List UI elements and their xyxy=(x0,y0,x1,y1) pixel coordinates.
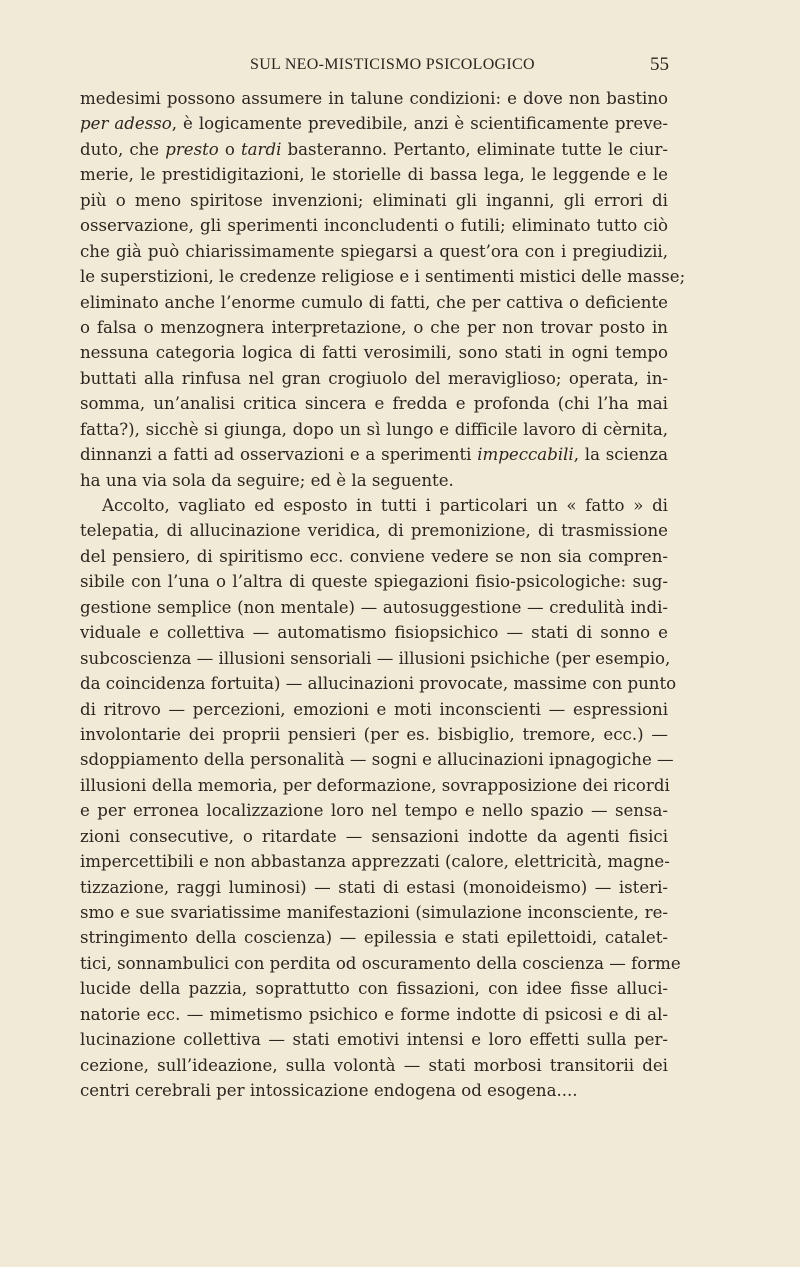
text-run: tizzazione, raggi luminosi) — stati di estasi (monoideismo) — isteri- xyxy=(80,877,668,897)
text-run: eliminato anche l’enorme cumulo di fatti, che per cattiva o deficiente xyxy=(80,292,668,312)
text-run: , la scienza xyxy=(573,445,668,465)
text-run: merie, le prestidigitazioni, le storielle di bassa lega, le leggende e le xyxy=(80,165,668,185)
text-line xyxy=(80,1053,668,1078)
text-line xyxy=(80,213,668,238)
text-run: Accolto, vagliato ed esposto in tutti i particolari un « fatto » di xyxy=(102,496,668,515)
text-line xyxy=(80,824,668,849)
italic-text: per adesso xyxy=(80,114,172,134)
text-run: le superstizioni, le credenze religiose e i sentimenti mistici delle masse; xyxy=(80,267,686,287)
text-line xyxy=(80,188,668,213)
text-line xyxy=(80,544,668,569)
text-line xyxy=(80,340,668,365)
text-line xyxy=(80,493,668,518)
text-line xyxy=(80,442,668,467)
text-line xyxy=(80,137,668,162)
text-run: cezione, sull’ideazione, sulla volontà — stati morbosi transitorii dei xyxy=(80,1055,668,1075)
page-header xyxy=(0,56,800,80)
text-run: telepatia, di allucinazione veridica, di premonizione, di trasmissione xyxy=(80,521,668,541)
text-line xyxy=(80,468,668,493)
text-run: lucide della pazzia, soprattutto con fissazioni, con idee fisse alluci- xyxy=(80,979,668,999)
text-line xyxy=(80,518,668,543)
text-line xyxy=(80,1002,668,1027)
text-line xyxy=(80,264,686,289)
paragraph xyxy=(80,86,686,493)
text-run: osservazione, gli sperimenti inconcludenti o futili; eliminato tutto ciò xyxy=(80,216,668,236)
text-run: o xyxy=(218,139,241,159)
running-title: SUL NEO-MISTICISMO PSICOLOGICO xyxy=(250,56,535,73)
text-line xyxy=(80,417,668,442)
text-run: del pensiero, di spiritismo ecc. conviene vedere se non sia compren- xyxy=(80,546,668,566)
text-run: lucinazione collettiva — stati emotivi intensi e loro effetti sulla per- xyxy=(80,1030,668,1050)
text-line xyxy=(80,697,668,722)
text-run: involontarie dei proprii pensieri (per es. bisbiglio, tremore, ecc.) — xyxy=(80,724,668,744)
text-run: e per erronea localizzazione loro nel tempo e nello spazio — sensa- xyxy=(80,801,668,821)
text-run: duto, che xyxy=(80,139,166,159)
paragraph xyxy=(80,493,681,1104)
text-run: da coincidenza fortuita) — allucinazioni provocate, massime con punto xyxy=(80,674,677,694)
text-line xyxy=(80,162,668,187)
text-run: impercettibili e non abbastanza apprezzati (calore, elettricità, magne- xyxy=(80,852,670,872)
text-line xyxy=(80,798,668,823)
text-line xyxy=(80,391,668,416)
body-text xyxy=(80,86,686,1104)
text-line xyxy=(80,86,668,111)
text-line xyxy=(80,569,668,594)
text-line xyxy=(80,239,668,264)
text-run: sdoppiamento della personalità — sogni e allucinazioni ipnagogiche — xyxy=(80,750,674,770)
italic-text: impeccabili xyxy=(477,445,574,465)
text-line xyxy=(80,366,668,391)
italic-text: presto xyxy=(165,139,219,159)
text-run: centri cerebrali per intossicazione endogena od esogena.... xyxy=(80,1081,578,1101)
text-run: fatta?), sicchè si giunga, dopo un sì lungo e difficile lavoro di cèrnita, xyxy=(80,419,668,439)
text-line xyxy=(80,925,668,950)
text-line xyxy=(80,722,668,747)
text-line xyxy=(80,1078,668,1103)
text-line xyxy=(80,747,674,772)
text-line xyxy=(80,595,668,620)
text-run: zioni consecutive, o ritardate — sensazioni indotte da agenti fisici xyxy=(80,826,668,846)
text-run: viduale e collettiva — automatismo fisiopsichico — stati di sonno e xyxy=(80,623,668,643)
text-line xyxy=(80,1027,668,1052)
text-line xyxy=(80,875,668,900)
text-run: che già può chiarissimamente spiegarsi a quest’ora con i pregiudizii, xyxy=(80,241,668,261)
text-run: o falsa o menzognera interpretazione, o che per non trovar posto in xyxy=(80,317,668,337)
text-run: sibile con l’una o l’altra di queste spiegazioni fisio-psicologiche: sug- xyxy=(80,572,668,592)
text-run: subcoscienza — illusioni sensoriali — illusioni psichiche (per esempio, xyxy=(80,648,671,668)
text-run: , è logicamente prevedibile, anzi è scientificamente preve- xyxy=(171,114,668,134)
text-run: tici, sonnambulici con perdita od oscuramento della coscienza — forme xyxy=(80,953,681,973)
text-line xyxy=(80,849,668,874)
text-run: di ritrovo — percezioni, emozioni e moti inconscienti — espressioni xyxy=(80,699,668,719)
text-line xyxy=(80,646,671,671)
text-line xyxy=(80,976,668,1001)
text-run: illusioni della memoria, per deformazione, sovrapposizione dei ricordi xyxy=(80,775,670,795)
text-run: più o meno spiritose invenzioni; eliminati gli inganni, gli errori di xyxy=(80,190,668,210)
text-line xyxy=(80,620,668,645)
text-line xyxy=(80,290,668,315)
text-run: gestione semplice (non mentale) — autosuggestione — credulità indi- xyxy=(80,597,668,617)
italic-text: tardi xyxy=(240,139,282,159)
text-run: buttati alla rinfusa nel gran crogiuolo del meraviglioso; operata, in- xyxy=(80,368,668,388)
text-run: nessuna categoria logica di fatti verosimili, sono stati in ogni tempo xyxy=(80,343,668,363)
text-line xyxy=(80,900,668,925)
text-line xyxy=(80,951,681,976)
text-run: ha una via sola da seguire; ed è la seguente. xyxy=(80,470,454,490)
page-number: 55 xyxy=(650,54,669,75)
text-line xyxy=(80,315,668,340)
text-run: smo e sue svariatissime manifestazioni (simulazione inconsciente, re- xyxy=(80,903,668,922)
text-line xyxy=(80,773,668,798)
text-run: basteranno. Pertanto, eliminate tutte le ciur- xyxy=(281,139,668,159)
text-run: somma, un’analisi critica sincera e fredda e profonda (chi l’ha mai xyxy=(80,394,668,414)
text-run: medesimi possono assumere in talune condizioni: e dove non bastino xyxy=(80,89,668,108)
text-run: natorie ecc. — mimetismo psichico e forme indotte di psicosi e di al- xyxy=(80,1004,668,1024)
text-run: dinnanzi a fatti ad osservazioni e a sperimenti xyxy=(80,445,478,465)
text-run: stringimento della coscienza) — epilessia e stati epilettoidi, catalet- xyxy=(80,928,668,948)
text-line xyxy=(80,111,668,136)
text-line xyxy=(80,671,677,696)
